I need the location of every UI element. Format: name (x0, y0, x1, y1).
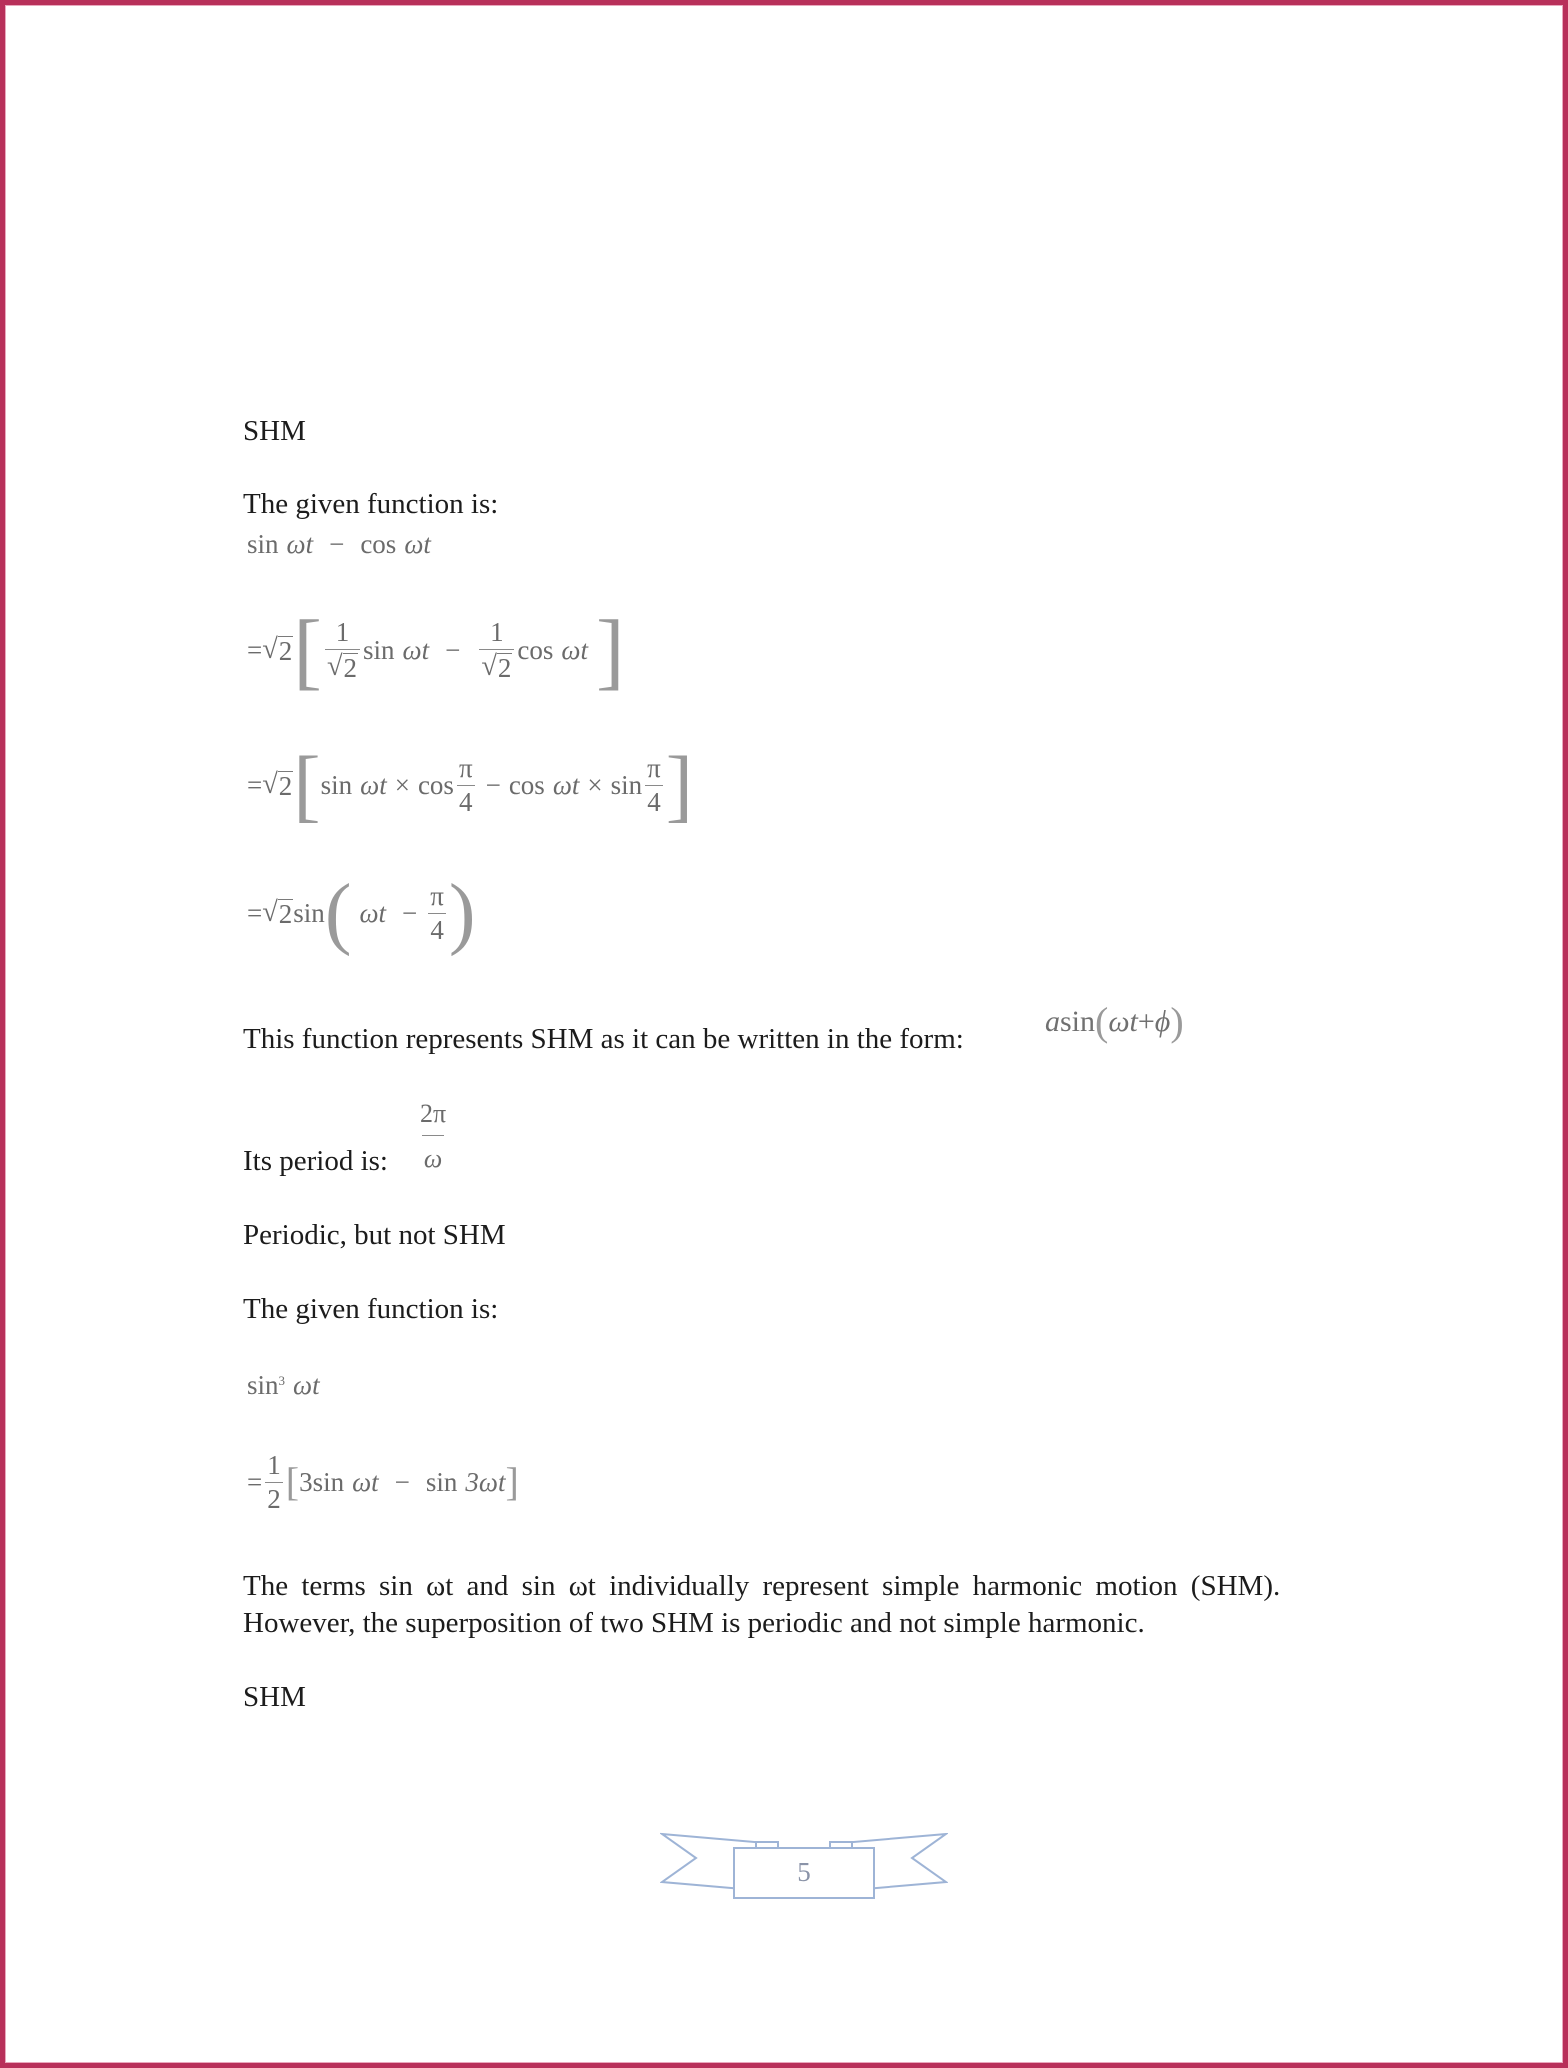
page-number: 5 (797, 1857, 811, 1887)
section-heading-shm-2: SHM (243, 1681, 306, 1713)
equation-given-1: sin ωt − cos ωt (247, 528, 431, 559)
shm-form-expression: a sin ( ωt + ϕ ) (1045, 999, 1184, 1044)
explanation-line-1: The terms sin ωt and sin ωt individually represent simple harmonic motion (SHM). (243, 1570, 1281, 1602)
given-function-label-2: The given function is: (243, 1293, 499, 1325)
period-expression: $\frac{2\pi}{\omega}$ (420, 1098, 447, 1173)
period-text: Its period is: (243, 1145, 388, 1177)
equation-step-2: = √ 2 [ sin ωt × cos $\frac{\pi}{4}$ − cos ωt × sin $\frac{\pi}{4}$ ] (247, 739, 694, 830)
given-function-label: The given function is: (243, 488, 499, 520)
equation-step-3: = √ 2 sin ( ωt − $\frac{\pi}{4}$ ) (247, 869, 476, 957)
equation-given-2: sin $^3$ ωt (247, 1369, 320, 1400)
equation-step-1: = √ 2 [ 1 √ 2 sin ωt − 1 √ 2 cos ωt ] (247, 602, 625, 698)
explanation-line-2: However, the superposition of two SHM is periodic and not simple harmonic. (243, 1607, 1145, 1639)
section-heading-periodic-not-shm: Periodic, but not SHM (243, 1219, 506, 1251)
shm-form-text: This function represents SHM as it can be written in the form: (243, 1023, 964, 1055)
section-heading-shm: SHM (243, 415, 306, 447)
equation-step-4: = $\frac{1}{2}$ [ 3 sin ωt − sin 3ωt ] (247, 1449, 519, 1514)
